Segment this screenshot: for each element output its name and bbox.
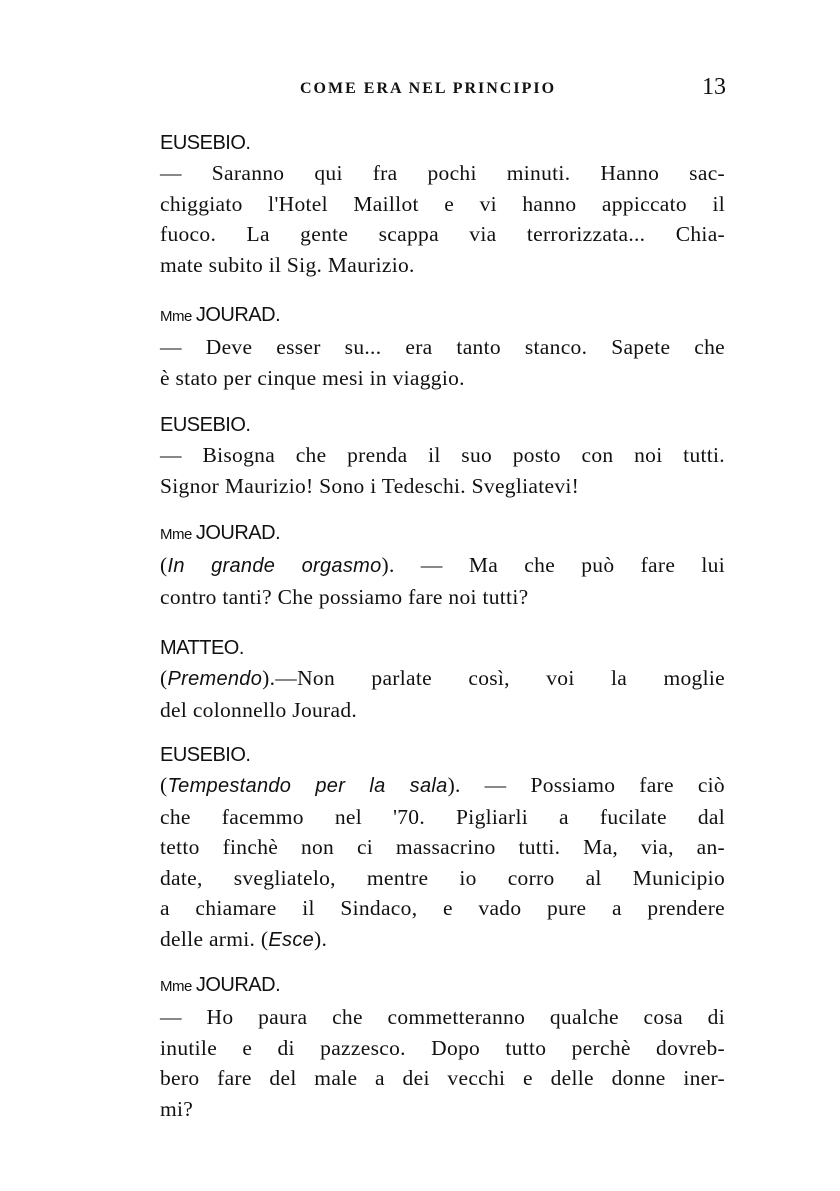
text-line: tetto finchè non ci massacrino tutti. Ma, via, an- (160, 835, 725, 859)
stage-direction: Esce (268, 928, 315, 951)
speaker-name: MATTEO. (160, 637, 244, 659)
text-line (160, 924, 725, 956)
text-line: — Saranno qui fra pochi minuti. Hanno sac- (160, 161, 725, 185)
text-line: che facemmo nel '70. Pigliarli a fucilate dal (160, 804, 725, 829)
line-text: delle armi. ( (160, 926, 269, 951)
speaker-name (160, 970, 725, 1002)
running-title: COME ERA NEL PRINCIPIO (300, 80, 557, 97)
speaker-prefix: Mme (160, 526, 192, 543)
speech-block (160, 410, 725, 501)
text-line: mate subito il Sig. Maurizio. (160, 252, 415, 277)
text-line: a chiamare il Sindaco, e vado pure a prendere (160, 896, 725, 920)
text-line: — Ho paura che commetteranno qualche cosa di (160, 1005, 725, 1029)
text-line: chiggiato l'Hotel Maillot e vi hanno appiccato il (160, 191, 725, 216)
speaker-surname: JOURAD. (195, 304, 281, 326)
text-line: (Tempestando per la sala). — Possiamo fare ciò (160, 773, 725, 797)
speech-block (160, 970, 725, 1124)
text-line: fuoco. La gente scappa via terrorizzata... Chia- (160, 222, 725, 246)
speech-block (160, 128, 725, 280)
text-line: contro tanti? Che possiamo fare noi tutti? (160, 584, 529, 609)
speech-block (160, 518, 725, 612)
line-text: ).—Non parlate così, voi la moglie (262, 666, 725, 690)
stage-direction: Premendo (167, 668, 263, 690)
text-line: — Bisogna che prenda il suo posto con noi tutti. (160, 443, 725, 467)
text-line: date, svegliatelo, mentre io corro al Municipio (160, 865, 725, 890)
line-text-tail: ). (314, 926, 328, 951)
text-line: è stato per cinque mesi in viaggio. (160, 365, 465, 390)
speaker-name: EUSEBIO. (160, 744, 251, 766)
speaker-prefix: Mme (160, 308, 192, 325)
speech-block (160, 300, 725, 393)
speaker-name (160, 300, 725, 332)
text-line: — Deve esser su... era tanto stanco. Sapete che (160, 335, 725, 359)
speaker-name: EUSEBIO. (160, 414, 251, 436)
speech-block (160, 740, 725, 955)
text-line: (Premendo).—Non parlate così, voi la moglie (160, 666, 725, 690)
line-text: ). — Possiamo fare ciò (447, 773, 725, 797)
text-line: Signor Maurizio! Sono i Tedeschi. Svegliatevi! (160, 473, 580, 498)
page-number: 13 (702, 74, 726, 100)
speaker-surname: JOURAD. (195, 522, 281, 544)
speaker-name (160, 518, 725, 550)
line-text: ). — Ma che può fare lui (381, 553, 725, 577)
text-line: mi? (160, 1096, 194, 1121)
text-line: (In grande orgasmo). — Ma che può fare lui (160, 553, 725, 577)
text-line: del colonnello Jourad. (160, 697, 358, 722)
stage-direction: In grande orgasmo (167, 555, 382, 577)
speech-block (160, 633, 725, 725)
speaker-prefix: Mme (160, 978, 192, 995)
speaker-surname: JOURAD. (195, 974, 281, 996)
speaker-name: EUSEBIO. (160, 132, 251, 154)
text-line: inutile e di pazzesco. Dopo tutto perchè dovreb- (160, 1035, 725, 1060)
stage-direction: Tempestando per la sala (167, 775, 448, 797)
page-header (160, 74, 726, 104)
text-line: bero fare del male a dei vecchi e delle donne iner- (160, 1066, 725, 1090)
